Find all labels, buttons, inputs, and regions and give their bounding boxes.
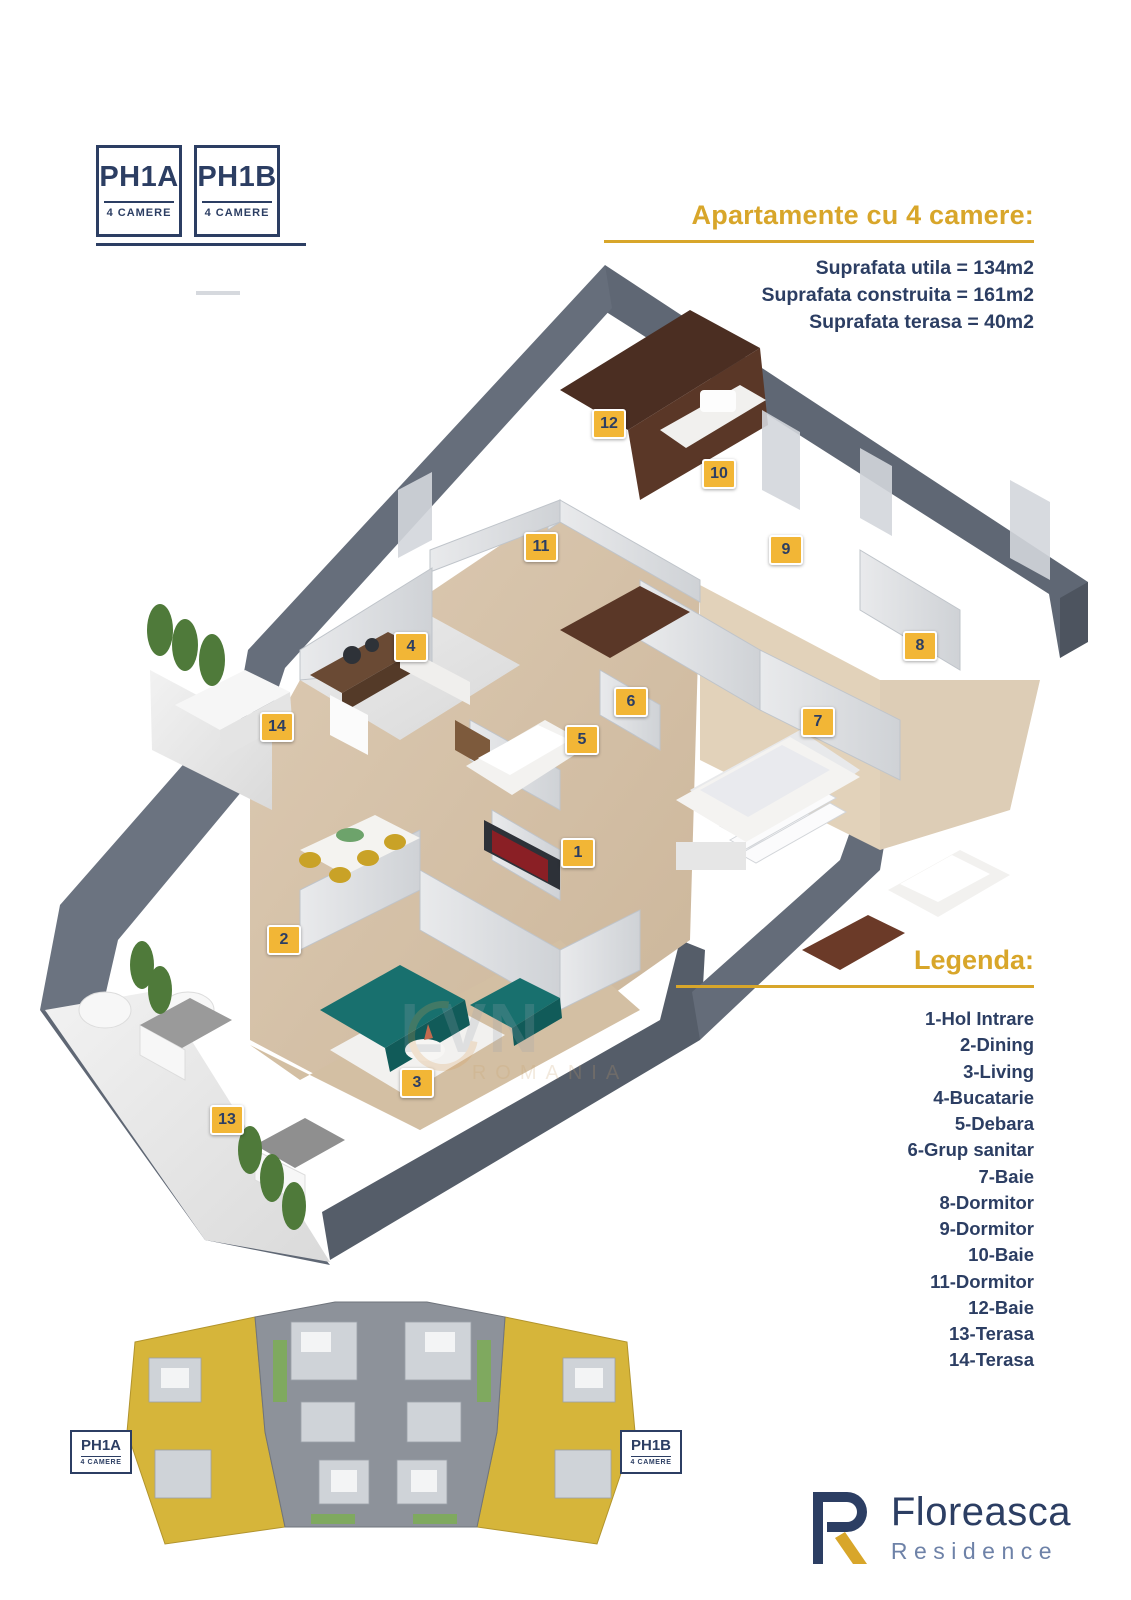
room-marker[interactable]: 9 <box>769 535 803 565</box>
legend-item: 4-Bucatarie <box>933 1086 1034 1108</box>
legend-item: 11-Dormitor <box>930 1270 1034 1292</box>
room-marker[interactable]: 12 <box>592 409 626 439</box>
room-marker[interactable]: 11 <box>524 532 558 562</box>
room-marker[interactable]: 4 <box>394 632 428 662</box>
room-marker[interactable]: 14 <box>260 712 294 742</box>
site-plan-badge-ph1a[interactable] <box>70 1430 132 1474</box>
site-plan-mini[interactable] <box>80 1282 672 1582</box>
unit-badge-ph1a[interactable] <box>96 145 182 237</box>
room-marker[interactable]: 6 <box>614 687 648 717</box>
legend-item: 7-Baie <box>978 1165 1034 1187</box>
room-marker[interactable]: 13 <box>210 1105 244 1135</box>
legend-item: 6-Grup sanitar <box>907 1139 1034 1161</box>
unit-badge-rooms: 4 CAMERE <box>104 201 174 219</box>
site-badge-code: PH1B <box>630 1437 671 1454</box>
legend-item: 3-Living <box>963 1060 1034 1082</box>
legend-item: 5-Debara <box>954 1113 1034 1135</box>
unit-badge-code: PH1B <box>197 161 277 193</box>
logo-svg <box>803 1486 877 1570</box>
site-badge-rooms: 4 CAMERE <box>81 1456 122 1466</box>
legend-item: 10-Baie <box>968 1244 1034 1266</box>
room-marker[interactable]: 5 <box>565 725 599 755</box>
unit-badge-code: PH1A <box>99 161 179 193</box>
room-marker[interactable]: 3 <box>400 1068 434 1098</box>
unit-badge-rooms: 4 CAMERE <box>202 201 272 219</box>
legend-item: 2-Dining <box>960 1034 1034 1056</box>
badge-underline <box>96 243 306 246</box>
site-plan-badge-ph1b[interactable] <box>620 1430 682 1474</box>
watermark-subtext: ROMANIA <box>471 1061 629 1084</box>
room-marker[interactable]: 2 <box>267 925 301 955</box>
legend-item: 13-Terasa <box>948 1323 1034 1345</box>
brand-name: Floreasca <box>890 1489 1071 1534</box>
unit-badge-group <box>96 145 280 237</box>
legend-divider <box>676 985 1034 988</box>
site-badge-rooms: 4 CAMERE <box>631 1456 672 1466</box>
site-plan-svg <box>105 1282 665 1582</box>
legend-item: 1-Hol Intrare <box>925 1008 1034 1029</box>
room-marker[interactable]: 7 <box>801 707 835 737</box>
brand-subtitle: Residence <box>890 1537 1059 1564</box>
room-marker[interactable]: 8 <box>903 631 937 661</box>
brand-text <box>890 1489 1071 1565</box>
legend-item: 8-Dormitor <box>939 1191 1034 1213</box>
legend-item: 12-Baie <box>968 1296 1034 1318</box>
legend-item: 14-Terasa <box>948 1349 1034 1371</box>
room-marker[interactable]: 10 <box>702 459 736 489</box>
legend-list <box>676 1006 1034 1374</box>
legend-title: Legenda: <box>913 945 1034 975</box>
spec-terasa: Suprafata terasa = 40m2 <box>809 310 1034 333</box>
site-badge-code: PH1A <box>80 1437 121 1454</box>
watermark-text: LVN <box>400 989 541 1067</box>
floreasca-mark-icon <box>803 1486 877 1570</box>
header-divider <box>604 240 1034 243</box>
legend-item: 9-Dormitor <box>939 1218 1034 1240</box>
unit-badge-ph1b[interactable] <box>194 145 280 237</box>
spec-construita: Suprafata construita = 161m2 <box>761 283 1034 306</box>
page-title: Apartamente cu 4 camere: <box>691 200 1034 230</box>
spec-utila: Suprafata utila = 134m2 <box>815 257 1034 279</box>
brand-logo <box>803 1486 1071 1570</box>
room-marker[interactable]: 1 <box>561 838 595 868</box>
legend-block <box>676 945 1034 1374</box>
